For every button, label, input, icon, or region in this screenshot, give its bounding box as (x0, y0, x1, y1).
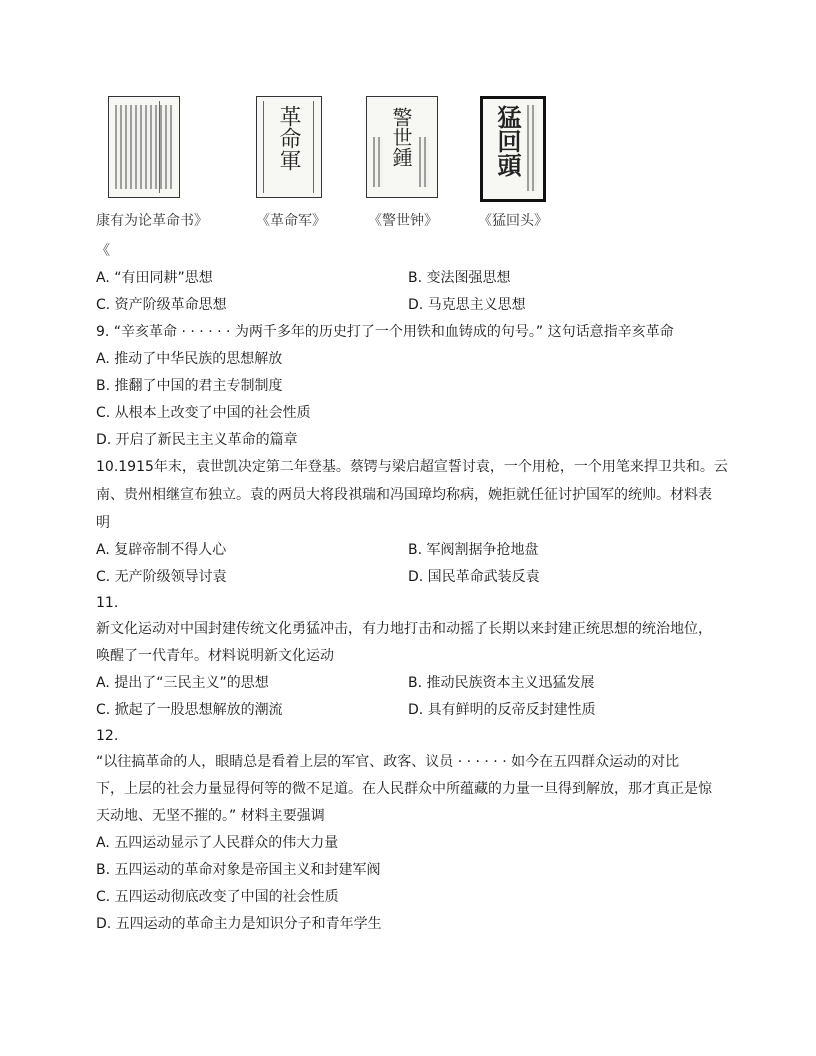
q10-option-b: B. 军阀割据争抢地盘 (408, 542, 539, 558)
q10-stem-line: 南、贵州相继宣布独立。袁的两员大将段祺瑞和冯国璋均称病，婉拒就任征讨护国军的统帅。材料表 (96, 487, 712, 503)
q11-option-d: D. 具有鲜明的反帝反封建性质 (408, 702, 596, 718)
figure-caption: 《猛回头》 (478, 213, 548, 229)
q10-option-a: A. 复辟帝制不得人心 (96, 542, 227, 558)
q12-number: 12. (96, 728, 119, 744)
q9-option-c: C. 从根本上改变了中国的社会性质 (96, 405, 311, 421)
q9-stem: 9. “辛亥革命 · · · · · · 为两千多年的历史打了一个用铁和血铸成的句号。” 这句话意指辛亥革命 (96, 324, 674, 340)
q9-option-a: A. 推动了中华民族的思想解放 (96, 351, 283, 367)
q11-option-c: C. 掀起了一股思想解放的潮流 (96, 702, 283, 718)
stem-tail: 《 (96, 243, 110, 259)
q12-option-b: B. 五四运动的革命对象是帝国主义和封建军阀 (96, 862, 381, 878)
q9-option-d: D. 开启了新民主主义革命的篇章 (96, 432, 298, 448)
q10-option-c: C. 无产阶级领导讨袁 (96, 569, 227, 585)
figure-caption: 《警世钟》 (368, 213, 438, 229)
q11-number: 11. (96, 595, 119, 611)
figure-caption: 康有为论革命书》 (96, 213, 208, 229)
q11-option-b: B. 推动民族资本主义迅猛发展 (408, 675, 595, 691)
q11-option-a: A. 提出了“三民主义”的思想 (96, 675, 269, 691)
book-cover-image (366, 96, 438, 198)
q9-option-b: B. 推翻了中国的君主专制制度 (96, 378, 283, 394)
figure-caption: 《革命军》 (256, 213, 326, 229)
book-cover-image (480, 96, 546, 202)
q8-option-d: D. 马克思主义思想 (408, 297, 526, 313)
q11-stem-line: 唤醒了一代青年。材料说明新文化运动 (96, 648, 334, 664)
q12-stem-line: 下，上层的社会力量显得何等的微不足道。在人民群众中所蕴藏的力量一旦得到解放，那才真正是惊 (96, 781, 712, 797)
book-title-art: 革命軍 (276, 105, 301, 171)
q12-stem-line: 天动地、无坚不摧的。” 材料主要强调 (96, 808, 325, 824)
book-cover-image (256, 96, 322, 198)
q8-option-c: C. 资产阶级革命思想 (96, 297, 227, 313)
q11-stem-line: 新文化运动对中国封建传统文化勇猛冲击，有力地打击和动摇了长期以来封建正统思想的统治地位， (96, 621, 712, 637)
book-title-art: 猛回頭 (493, 105, 522, 177)
q8-option-b: B. 变法图强思想 (408, 270, 511, 286)
book-cover-image (108, 96, 180, 198)
q10-stem-line: 明 (96, 515, 110, 531)
q12-option-c: C. 五四运动彻底改变了中国的社会性质 (96, 889, 339, 905)
q8-option-a: A. “有田同耕”思想 (96, 270, 213, 286)
q12-stem-line: “以往搞革命的人，眼睛总是看着上层的军官、政客、议员 · · · · · · 如今在五四群众运动的对比 (96, 754, 680, 770)
q10-stem-line: 10.1915年末，袁世凯决定第二年登基。蔡锷与梁启超宣誓讨袁，一个用枪，一个用笔来捍卫共和。云 (96, 459, 728, 475)
q12-option-a: A. 五四运动显示了人民群众的伟大力量 (96, 835, 339, 851)
q10-option-d: D. 国民革命武装反袁 (408, 569, 540, 585)
book-title-art: 警世鍾 (389, 107, 413, 167)
book-cover-figures (96, 96, 556, 236)
q12-option-d: D. 五四运动的革命主力是知识分子和青年学生 (96, 916, 382, 932)
